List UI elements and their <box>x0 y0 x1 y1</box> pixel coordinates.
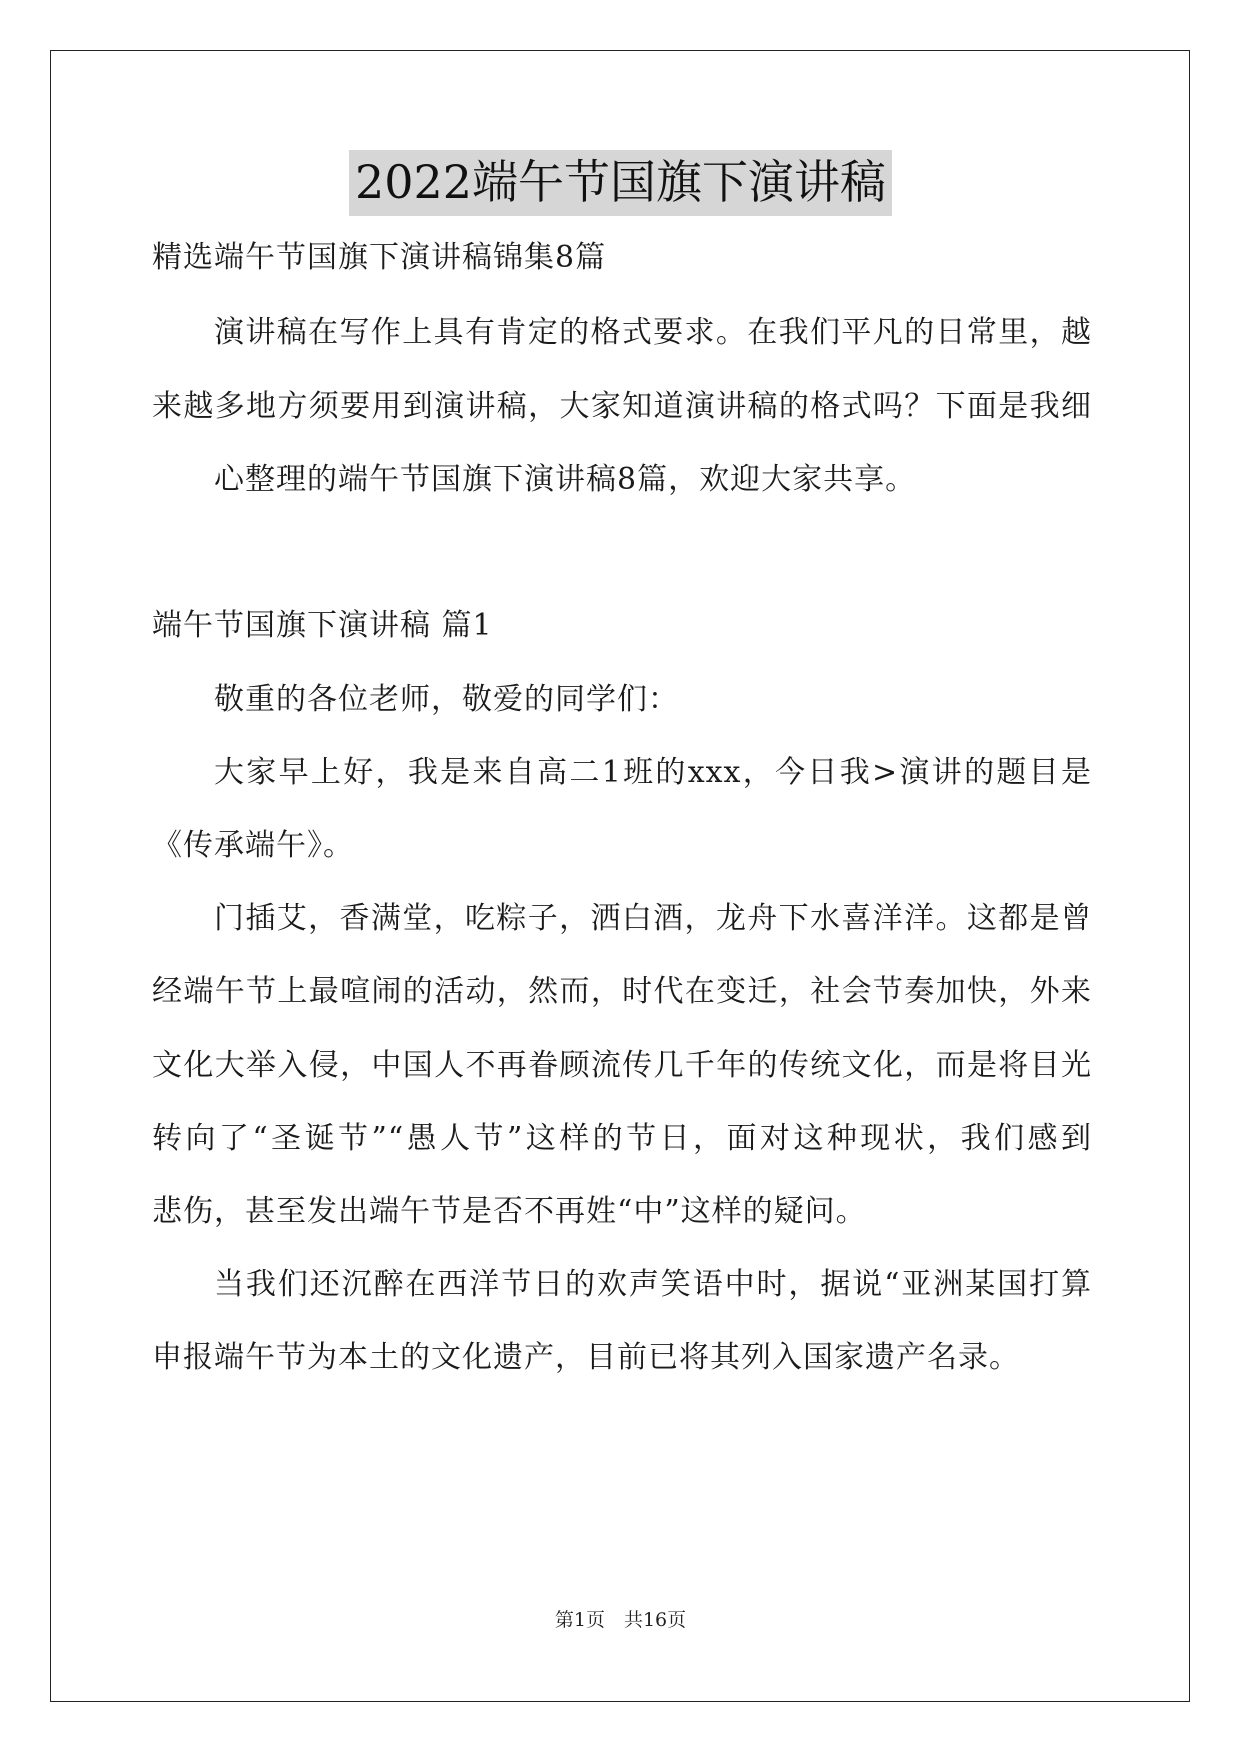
body-line-4: 门插艾，香满堂，吃粽子，洒白酒，龙舟下水喜洋洋。这都是曾 <box>214 901 1092 936</box>
page-border <box>50 50 1190 1702</box>
body-line-7: 转向了“圣诞节”“愚人节”这样的节日，面对这种现状，我们感到 <box>152 1121 1092 1156</box>
section-heading: 端午节国旗下演讲稿 篇1 <box>152 608 493 643</box>
title-container <box>0 150 1241 216</box>
document-subtitle: 精选端午节国旗下演讲稿锦集8篇 <box>152 240 607 275</box>
body-line-2: 大家早上好，我是来自高二1班的xxx，今日我>演讲的题目是 <box>214 755 1092 790</box>
body-line-1: 敬重的各位老师，敬爱的同学们： <box>214 682 679 717</box>
intro-line-3: 心整理的端午节国旗下演讲稿8篇，欢迎大家共享。 <box>214 462 917 497</box>
intro-line-2: 来越多地方须要用到演讲稿，大家知道演讲稿的格式吗？下面是我细 <box>152 389 1092 424</box>
body-line-6: 文化大举入侵，中国人不再眷顾流传几千年的传统文化，而是将目光 <box>152 1048 1092 1083</box>
body-line-3: 《传承端午》。 <box>152 828 354 863</box>
body-line-8: 悲伤，甚至发出端午节是否不再姓“中”这样的疑问。 <box>152 1194 867 1229</box>
body-line-9: 当我们还沉醉在西洋节日的欢声笑语中时，据说“亚洲某国打算 <box>214 1267 1092 1302</box>
intro-line-1: 演讲稿在写作上具有肯定的格式要求。在我们平凡的日常里，越 <box>214 315 1092 350</box>
document-title: 2022端午节国旗下演讲稿 <box>349 150 892 216</box>
body-line-10: 申报端午节为本土的文化遗产，目前已将其列入国家遗产名录。 <box>152 1340 1020 1375</box>
page-number-footer: 第1页 共16页 <box>554 1609 687 1631</box>
body-line-5: 经端午节上最喧闹的活动，然而，时代在变迁，社会节奏加快，外来 <box>152 974 1092 1009</box>
